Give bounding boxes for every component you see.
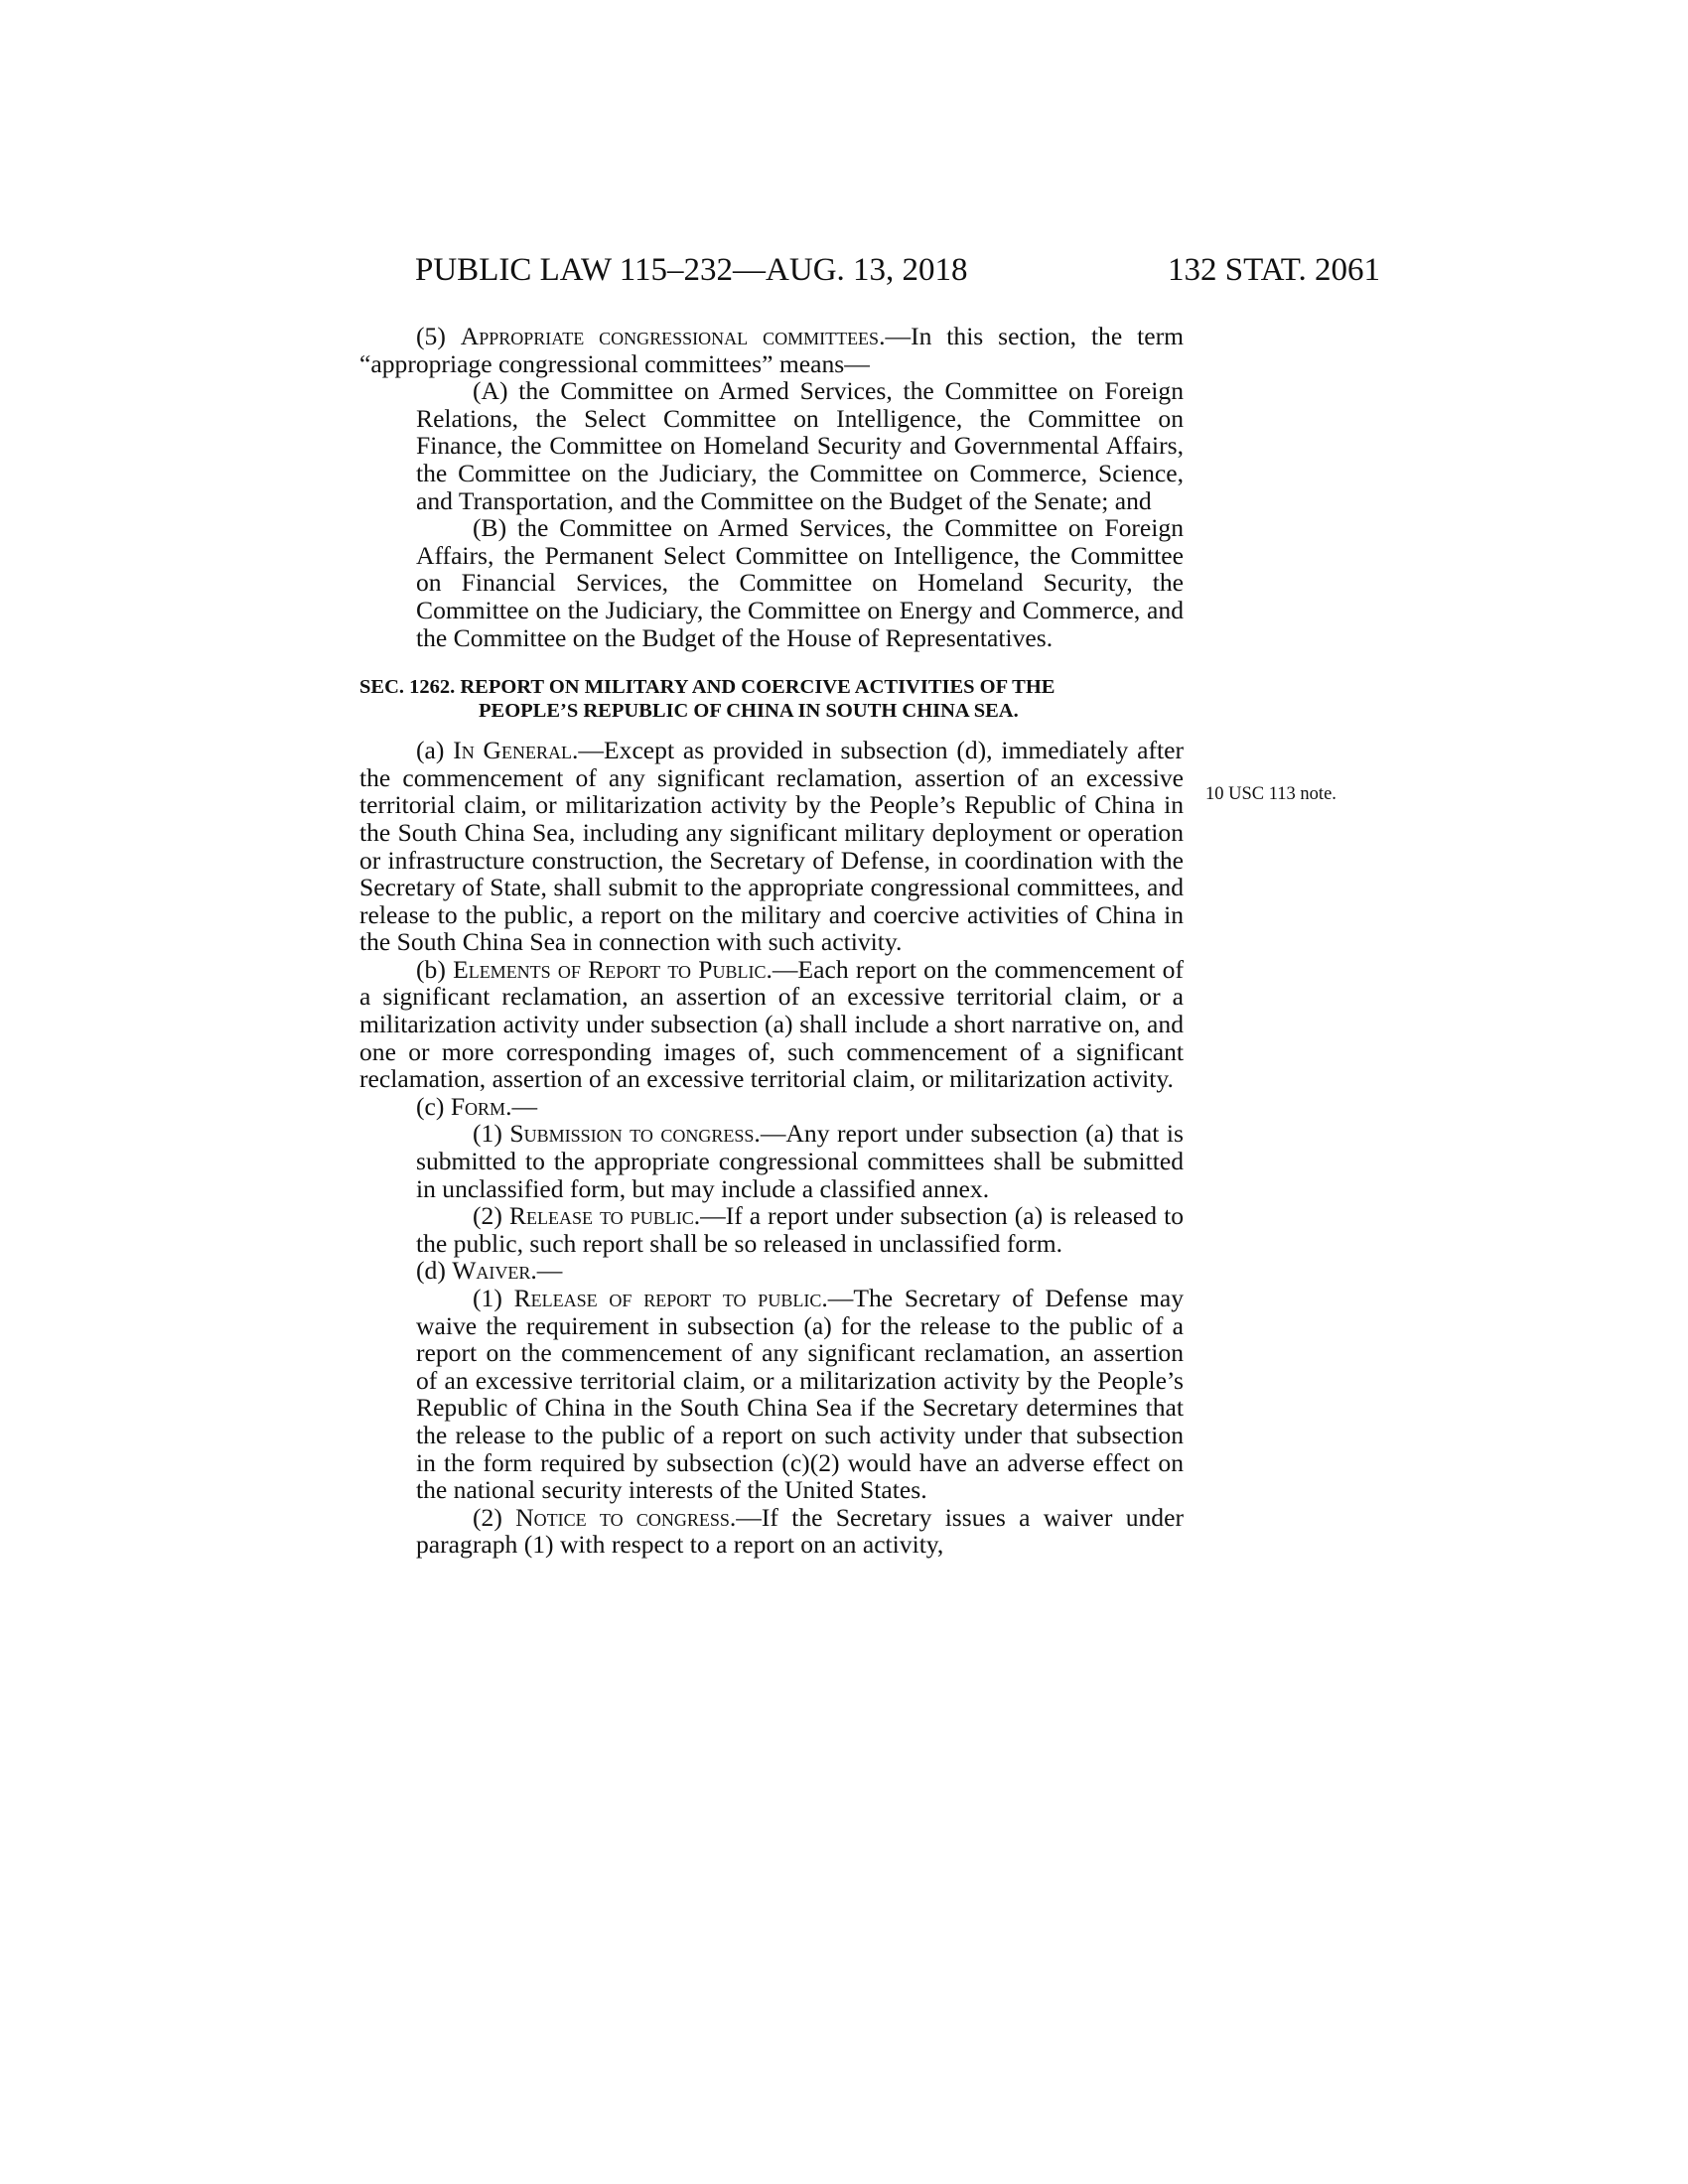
subsection-b-text: .—Each report on the commencement of a significant reclamation, an assertion of an excessive territorial claim, or a militarization activity under subsection (a) shall include a short narrative on, and one or more corresponding images of, such commencement of a significant reclamation, assertion of an excessive territorial claim, or militarization activity. (359, 954, 1184, 1094)
paragraph-5 (359, 323, 1184, 377)
subsection-b (359, 956, 1184, 1093)
subsection-c-2 (359, 1202, 1184, 1257)
subsection-d-1-number: (1) (473, 1284, 502, 1312)
subsection-d (359, 1257, 1184, 1285)
public-law-title: PUBLIC LAW 115–232—AUG. 13, 2018 (415, 252, 968, 288)
subsection-d-1-text: .—The Secretary of Defense may waive the requirement in subsection (a) for the release to the public of a report on the commencement of any significant reclamation, an assertion of an excessive territorial claim, or a militarization activity by the People’s Republic of China in the South China Sea if the Secretary determines that the release to the public of a report on such activity under that subsection in the form required by subsection (c)(2) would have an adverse effect on the national security interests of the United States. (416, 1284, 1184, 1505)
running-header (415, 250, 1380, 290)
subsection-d-2-text: .—If the Secretary issues a waiver under paragraph (1) with respect to a report on an activity, (416, 1502, 1184, 1560)
section-heading-line-1: SEC. 1262. REPORT ON MILITARY AND COERCIVE ACTIVITIES OF THE (359, 676, 1055, 699)
subsection-d-number: (d) (416, 1256, 446, 1286)
subsection-b-number: (b) (416, 954, 446, 984)
subsection-d-1-caption: Release of report to public (513, 1284, 822, 1312)
subsection-c-1-number: (1) (473, 1119, 502, 1149)
statute-page-number: 132 STAT. 2061 (1167, 252, 1380, 288)
subsection-a-text: .—Except as provided in subsection (d), immediately after the commencement of any significant reclamation, assertion of an excessive territorial claim, or militarization activity by the People’s Republic of China in the South China Sea, including any significant military deployment or operation or infrastructure construction, the Secretary of Defense, in coordination with the Secretary of State, shall submit to the appropriate congressional committees, and release to the public, a report on the military and coercive activities of China in the South China Sea in connection with such activity. (359, 736, 1184, 957)
subsection-c-caption: Form (450, 1091, 506, 1121)
paragraph-5-caption: Appropriate congressional committees (460, 322, 880, 350)
subsection-d-caption: Waiver (452, 1256, 531, 1286)
subsection-c (359, 1093, 1184, 1121)
subsection-c-2-number: (2) (473, 1201, 502, 1231)
subsection-a-number: (a) (416, 736, 445, 765)
subsection-d-2 (359, 1504, 1184, 1559)
paragraph-5-b: (B) the Committee on Armed Services, the Committee on Foreign Affairs, the Permanent Select Committee on Intelligence, the Committee on Financial Services, the Committee on Homeland Security, the Committee on the Judiciary, the Committee on Energy and Commerce, and the Committee on the Budget of the House of Representatives. (416, 513, 1184, 652)
subsection-c-1 (359, 1120, 1184, 1202)
subsection-c-1-caption: Submission to congress (509, 1119, 755, 1149)
section-heading (359, 675, 1184, 723)
subsection-c-2-caption: Release to public (508, 1201, 694, 1231)
paragraph-5-a: (A) the Committee on Armed Services, the Committee on Foreign Relations, the Select Committee on Intelligence, the Committee on Finance, the Committee on Homeland Security and Governmental Affairs, the Committee on the Judiciary, the Committee on Commerce, Science, and Transportation, and the Committee on the Budget of the Senate; and (416, 376, 1184, 515)
subsection-c-text: .— (505, 1091, 538, 1121)
subsection-b-caption: Elements of Report to Public (453, 954, 767, 984)
section-heading-line-2: PEOPLE’S REPUBLIC OF CHINA IN SOUTH CHINA SEA. (479, 700, 1019, 723)
subsection-d-2-caption: Notice to congress (515, 1502, 730, 1532)
subsection-a-caption: In General (453, 736, 573, 765)
subsection-a (359, 737, 1184, 956)
paragraph-5-text: .—In this section, the term “appropriage congressional committees” means— (359, 322, 1185, 378)
margin-note-usc: 10 USC 113 note. (1205, 784, 1336, 804)
subsection-d-1 (359, 1285, 1184, 1504)
subsection-d-2-number: (2) (473, 1502, 502, 1532)
subsection-d-text: .— (530, 1256, 563, 1286)
subsection-c-number: (c) (416, 1091, 445, 1121)
subsection-c-2-text: .—If a report under subsection (a) is released to the public, such report shall be so released in unclassified form. (416, 1201, 1185, 1258)
page-body (359, 323, 1184, 1559)
paragraph-5-number: (5) (416, 322, 446, 350)
subsection-c-1-text: .—Any report under subsection (a) that is submitted to the appropriate congressional committees shall be submitted in unclassified form, but may include a classified annex. (416, 1119, 1185, 1203)
